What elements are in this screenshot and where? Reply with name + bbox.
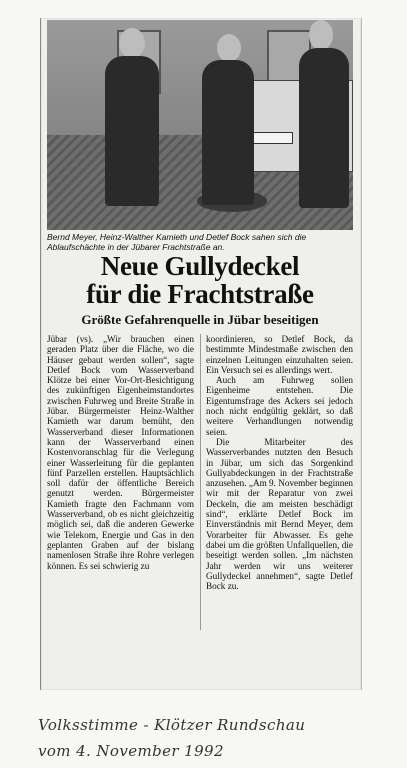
article-column-1 [47,334,194,571]
article-subheadline: Größte Gefahrenquelle in Jübar beseitigen [81,312,319,327]
headline-line-2: für die Frachtstraße [86,279,314,309]
column-2-paragraph-2: Auch am Fuhrweg sollen Eigenheime entstehen. Die Eigentumsfrage des Ackers sei jedoch noch nicht endgültig geklärt, so daß weitere Verhandlungen notwendig seien. [206,375,353,437]
column-2-paragraph-3: Die Mitarbeiter des Wasserverbandes nutzten den Besuch in Jübar, um sich das Sorgenkind Gullyabdeckungen in der Frachtstraße anzusehen. „Am 9. November beginnen wir mit der Reparatur von zwei Deckeln, die am meisten beschädigt sind“, erklärte Detlef Bock im Einverständnis mit Bernd Meyer, dem Vorarbeiter für Abwasser. Es gehe dabei um die größten Unfallquellen, die beseitigt werden sollen. „Im nächsten Jahr werden wir uns weiterer Gullydeckel annehmen“, sagte Detlef Bock zu. [206,436,353,592]
article-column-2 [206,334,353,591]
column-divider [200,334,201,630]
column-2-paragraph-1: koordinieren, so Detlef Bock, da bestimmte Mindestmaße zwischen den einzelnen Leitungen einzuhalten seien. Ein Versuch sei es allerdings wert. [206,334,353,375]
photo-caption: Bernd Meyer, Heinz-Walther Kamieth und Detlef Bock sahen sich die Ablaufschächte in der Jübarer Frachtstraße an. [47,232,307,252]
handwritten-date: vom 4. November 1992 [38,742,224,760]
column-1-text: Jübar (vs). „Wir brauchen einen geraden Platz über die Fläche, wo die Häuser gebaut werden sollen“, sagte Detlef Bock vom Wasserverband Klötze bei einer Vor-Ort-Besichtigung des zukünftigen Eigenheimstandortes zwischen Fuhrweg und Breite Straße in Jübar. Bürgermeister Heinz-Walther Kamieth war darum bemüht, den Wasserverband dieser Informationen kann der Wasserverband einen Kostenvoranschlag für die Verlegung einer Wasserleitung für die geplanten fünf Parzellen erstellen. Hauptsächlich soll dafür der öffentliche Bereich genutzt werden. Bürgermeister Kamieth fragte den Fachmann vom Wasserverband, ob es nicht gleichzeitig möglich sei, daß die anderen Gewerke wie Telekom, Energie und Gas in den geplanten Graben auf der bislang namenlosen Straße ihre Rohre verlegen können. Es sei schwierig zu [47,334,194,571]
headline-line-1: Neue Gullydeckel [100,251,300,281]
article-photo [47,20,353,230]
handwritten-source: Volksstimme - Klötzer Rundschau [38,716,306,734]
article-headline [47,252,353,308]
